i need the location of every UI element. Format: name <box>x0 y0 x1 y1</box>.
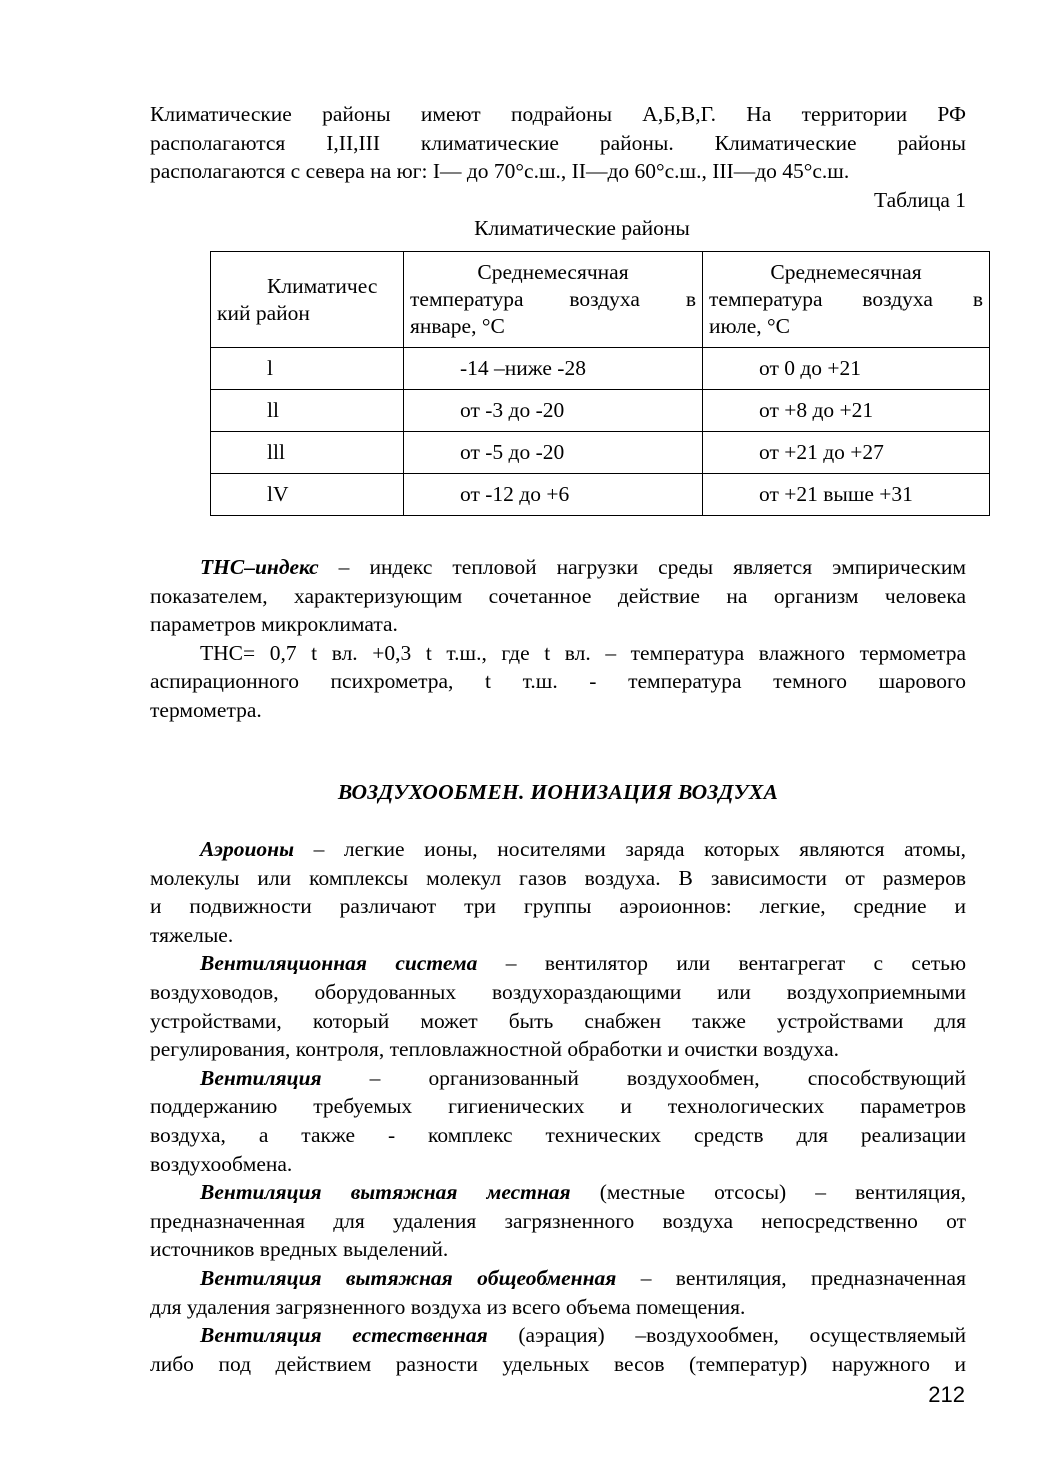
january-cell: от -3 до -20 <box>404 390 703 432</box>
header-text: июле, °С <box>709 314 790 338</box>
header-text: температура воздуха в <box>709 287 983 311</box>
definition-text: (местные отсосы) – вентиляция, <box>570 1180 966 1205</box>
term-vent-system: Вентиляционная система <box>200 951 478 976</box>
term-local-exhaust: Вентиляция вытяжная местная <box>200 1180 571 1205</box>
definition-line: воздуховодов, оборудованных воздухораздающими или воздухоприемными <box>150 979 966 1004</box>
definition-line: для удаления загрязненного воздуха из всего объема помещения. <box>150 1294 746 1319</box>
tns-paragraph <box>150 553 966 725</box>
january-cell: от -12 до +6 <box>404 474 703 516</box>
district-cell: lV <box>211 474 404 516</box>
table-caption: Климатические районы <box>474 216 690 241</box>
header-text: Среднемесячная <box>477 260 629 284</box>
header-cell-district <box>211 252 404 348</box>
intro-line: Климатические районы имеют подрайоны А,Б,В,Г. На территории РФ <box>150 102 966 126</box>
definition-line: устройствами, который может быть снабжен также устройствами для <box>150 1008 966 1033</box>
header-text: Климатичес <box>267 273 378 298</box>
table-header-row <box>211 252 990 348</box>
definition-line <box>150 1321 966 1350</box>
july-cell: от 0 до +21 <box>703 348 990 390</box>
header-text: кий район <box>217 300 310 325</box>
definition-text: – индекс тепловой нагрузки среды является эмпирическим <box>318 555 966 579</box>
table-row <box>211 390 990 432</box>
term-aeroions: Аэроионы <box>200 837 294 861</box>
definition-line: поддержанию требуемых гигиенических и технологических параметров <box>150 1094 966 1119</box>
definition-line: тяжелые. <box>150 922 234 947</box>
definition-text: (аэрация) –воздухообмен, осуществляемый <box>487 1323 966 1348</box>
january-cell: от -5 до -20 <box>404 432 703 474</box>
intro-line: располагаются с севера на юг: I— до 70°с.ш., II—до 60°с.ш., III—до 45°с.ш. <box>150 159 850 184</box>
definition-text: – вентиляция, предназначенная <box>616 1265 966 1290</box>
term-general-exhaust: Вентиляция вытяжная общеобменная <box>200 1265 617 1290</box>
definition-text: – вентилятор или вентагрегат с сетью <box>477 951 967 976</box>
district-cell: lll <box>211 432 404 474</box>
term-natural: Вентиляция естественная <box>200 1323 488 1348</box>
july-cell: от +8 до +21 <box>703 390 990 432</box>
definition-line <box>150 835 966 864</box>
definition-line: молекулы или комплексы молекул газов воздуха. В зависимости от размеров <box>150 865 966 890</box>
formula-line: термометра. <box>150 697 262 722</box>
table-number-label: Таблица 1 <box>874 187 966 212</box>
definition-line: регулирования, контроля, тепловлажностной обработки и очистки воздуха. <box>150 1037 840 1062</box>
july-cell: от +21 выше +31 <box>703 474 990 516</box>
definition-text: – легкие ионы, носителями заряда которых являются атомы, <box>294 837 966 861</box>
definitions-block <box>150 835 966 1378</box>
climate-districts-table <box>210 251 990 516</box>
table-row <box>211 432 990 474</box>
header-text: температура воздуха в <box>410 287 696 311</box>
district-cell: ll <box>211 390 404 432</box>
definition-line <box>150 1064 966 1093</box>
definition-line <box>150 1178 966 1207</box>
district-cell: l <box>211 348 404 390</box>
january-cell: -14 –ниже -28 <box>404 348 703 390</box>
table-row <box>211 348 990 390</box>
term-ventilation: Вентиляция <box>200 1065 322 1090</box>
definition-line: и подвижности различают три группы аэроионнов: легкие, средние и <box>150 894 966 919</box>
formula-line: ТНС= 0,7 t вл. +0,3 t т.ш., где t вл. – температура влажного термометра <box>200 640 966 665</box>
tns-line <box>150 553 966 582</box>
july-cell: от +21 до +27 <box>703 432 990 474</box>
table-row <box>211 474 990 516</box>
term-tns: ТНС–индекс <box>200 555 319 579</box>
page-number: 212 <box>928 1382 965 1407</box>
definition-line: источников вредных выделений. <box>150 1237 449 1262</box>
intro-line: располагаются I,II,III климатические районы. Климатические районы <box>150 130 966 155</box>
tns-line: параметров микроклимата. <box>150 612 398 637</box>
intro-paragraph <box>150 100 966 243</box>
header-text: Среднемесячная <box>770 260 922 284</box>
definition-line: воздухообмена. <box>150 1151 293 1176</box>
definition-line <box>150 1264 966 1293</box>
definition-line: предназначенная для удаления загрязненного воздуха непосредственно от <box>150 1208 966 1233</box>
definition-line: воздуха, а также - комплекс технических средств для реализации <box>150 1122 966 1147</box>
formula-line: аспирационного психрометра, t т.ш. - температура темного шарового <box>150 669 966 694</box>
definition-line <box>150 949 966 978</box>
header-cell-january <box>404 252 703 348</box>
header-cell-july <box>703 252 990 348</box>
definition-text: – организованный воздухообмен, способствующий <box>321 1065 966 1090</box>
section-heading: ВОЗДУХООБМЕН. ИОНИЗАЦИЯ ВОЗДУХА <box>337 780 779 804</box>
definition-line: либо под действием разности удельных весов (температур) наружного и <box>150 1351 966 1376</box>
header-text: январе, °С <box>410 314 505 338</box>
tns-line: показателем, характеризующим сочетанное действие на организм человека <box>150 583 966 608</box>
